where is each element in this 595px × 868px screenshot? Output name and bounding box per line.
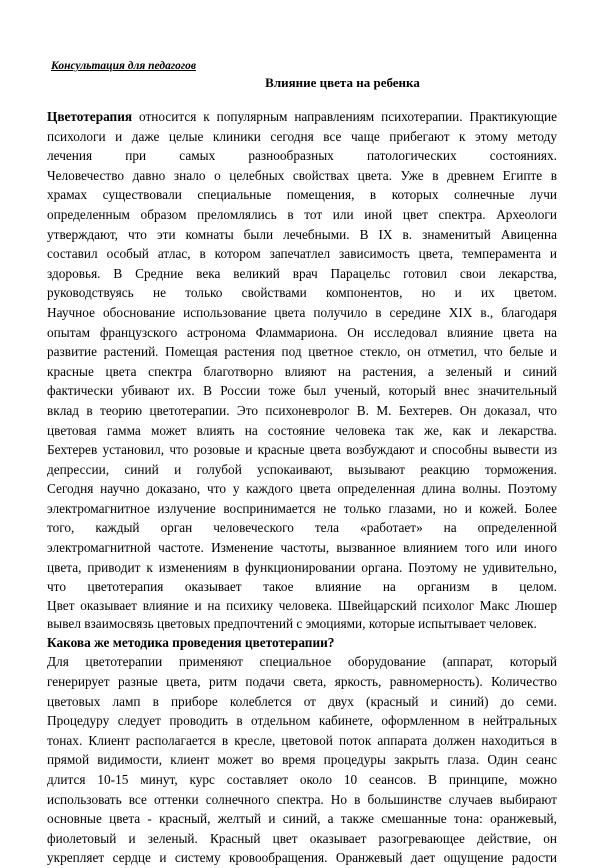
paragraph-line: электромагнитное излучение воспринимается не только глазами, но и кожей. Более <box>47 500 557 516</box>
paragraph-line: тонах. Клиент располагается в кресле, цветовой поток аппарата должен находиться в <box>47 732 557 748</box>
paragraph-line <box>47 107 557 127</box>
paragraph-line: Сегодня научно доказано, что у каждого цвета определенная длина волны. Поэтому <box>47 481 557 497</box>
paragraph-line: вклад в теорию цветотерапии. Это психоневролог В. М. Бехтерев. Он доказал, что <box>47 402 557 418</box>
paragraph-line: фактически убивают их. В России тоже был ученый, который внес значительный <box>47 383 557 399</box>
paragraph-line: цвета, приводит к изменениям в функционировании органа. Поэтому не удивительно, <box>47 559 557 575</box>
paragraph-line: развитие растений. Помещая растения под цветное стекло, он отметил, что белые и <box>47 344 557 360</box>
paragraph-line: определенным образом преломлялись в тот или иной цвет спектра. Археологи <box>47 206 557 222</box>
paragraph-line: утверждают, что эти комнаты были лечебными. В IX в. знаменитый Авиценна <box>47 226 557 242</box>
paragraph-line: Цвет оказывает влияние и на психику человека. Швейцарский психолог Макс Люшер <box>47 597 557 613</box>
term-highlight: Цветотерапия <box>47 109 133 124</box>
paragraph-line: использовать все оттенки солнечного спектра. Но в большинстве случаев выбирают <box>47 791 557 807</box>
paragraph-line: длится 10-15 минут, курс составляет около 10 сеансов. В принципе, можно <box>47 771 557 787</box>
paragraph-line: психологи и даже целые клиники сегодня все чаще прибегают к этому методу <box>47 128 557 144</box>
paragraph-line: лечения при самых разнообразных патологических состояниях. <box>47 148 557 164</box>
paragraph-line: руководствуясь не только свойствами компонентов, но и их цветом. <box>47 285 557 301</box>
paragraph-line: депрессии, синий и голубой успокаивают, вызывают реакцию торможения. <box>47 461 557 477</box>
paragraph-line: Для цветотерапии применяют специальное оборудование (аппарат, который <box>47 654 557 670</box>
paragraph-line: электромагнитной частоте. Изменение частоты, вызванное влиянием того или иного <box>47 540 557 556</box>
paragraph-line: здоровья. В Средние века великий врач Парацельс готовил свои лекарства, <box>47 265 557 281</box>
paragraph-line: цветовых ламп в приборе колеблется от двух (красный и синий) до семи. <box>47 693 557 709</box>
paragraph-line: основные цвета - красный, желтый и синий, а также смешанные тона: оранжевый, <box>47 811 557 827</box>
paragraph-line: красные цвета спектра благотворно влияют на растения, а зеленый и синий <box>47 363 557 379</box>
paragraph-line: Научное обоснование использование цвета получило в середине XIX в., благодаря <box>47 304 557 320</box>
paragraph-line: прямой видимости, клиент может во время процедуры закрыть глаза. Один сеанс <box>47 752 557 768</box>
paragraph-line: генерирует разные цвета, ритм подачи света, яркость, равномерность). Количество <box>47 673 557 689</box>
paragraph-line: Процедуру следует проводить в отдельном кабинете, оформленном в нейтральных <box>47 713 557 729</box>
paragraph-line: фиолетовый и зеленый. Красный цвет оказывает разогревающее действие, он <box>47 830 557 846</box>
paragraph-line: вывел взаимосвязь цветовых предпочтений с эмоциями, которые испытывает человек. <box>47 616 537 632</box>
paragraph-line: что цветотерапия оказывает такое влияние на организм в целом. <box>47 579 557 595</box>
paragraph-line: Человечество давно знало о целебных свойствах цвета. Уже в древнем Египте в <box>47 167 557 183</box>
paragraph-line: опытам французского астронома Фламмариона. Он исследовал влияние цвета на <box>47 324 557 340</box>
paragraph-line: того, каждый орган человеческого тела «работает» на определенной <box>47 520 557 536</box>
paragraph-line: цветовая гамма может влиять на состояние человека так же, как и лекарства. <box>47 422 557 438</box>
document-body <box>47 107 557 868</box>
paragraph-line: укрепляет сердце и систему кровообращения. Оранжевый дает ощущение радости <box>47 850 557 866</box>
paragraph-line: Бехтерев установил, что розовые и красные цвета возбуждают и способны вывести из <box>47 442 557 458</box>
line-text: относится к популярным направлениям психотерапии. Практикующие <box>132 109 557 124</box>
paragraph-line: храмах существовали специальные помещения, в которых солнечные лучи <box>47 187 557 203</box>
document-title: Влияние цвета на ребенка <box>265 75 420 90</box>
paragraph-line: составил особый атлас, в котором запечатлел зависимость цвета, темперамента и <box>47 246 557 262</box>
section-heading: Какова же методика проведения цветотерапии? <box>47 634 335 650</box>
consultation-label: Консультация для педагогов <box>51 60 196 72</box>
